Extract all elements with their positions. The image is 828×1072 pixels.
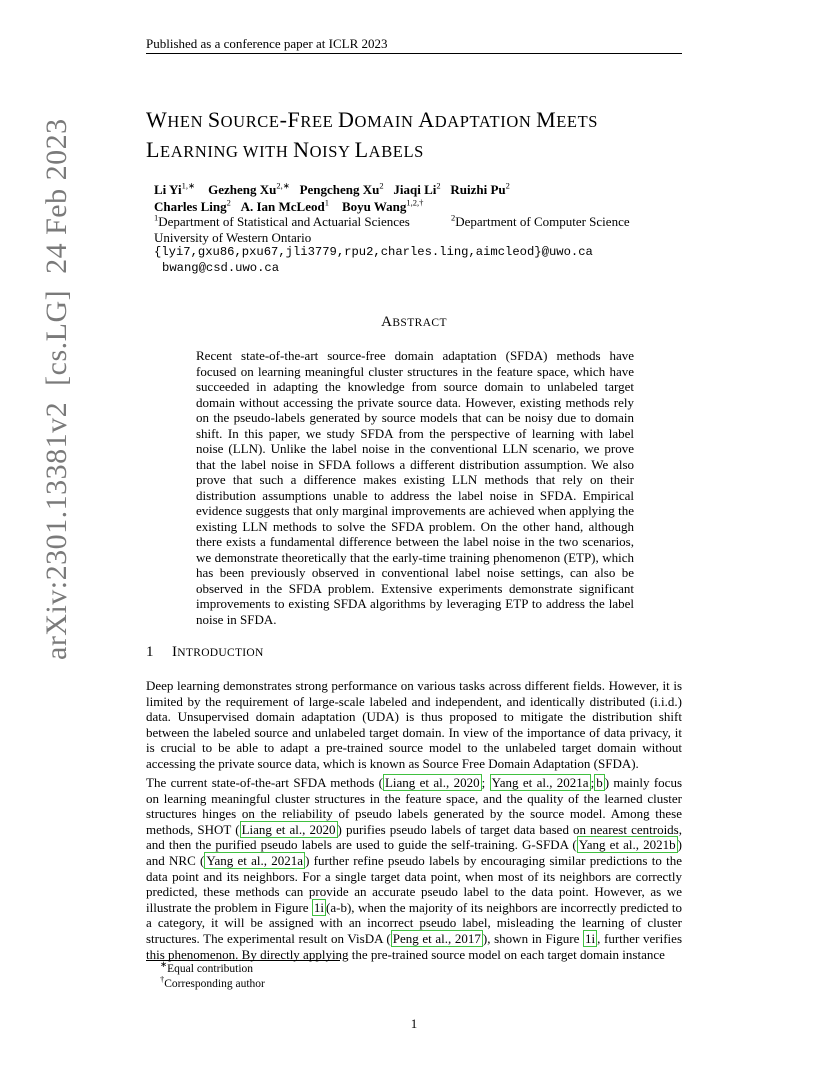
author-name: Pengcheng Xu [299,182,380,197]
citation-link[interactable]: b [596,775,603,790]
abstract-text: Recent state-of-the-art source-free domain adaptation (SFDA) methods have focused on learning meaningful cluster structures in the feature space, which have succeeded in adapting the knowledge from source domain to unlabeled target domain without accessing the private source data. However, existing methods rely on the pseudo-labels generated by source models that can be noisy due to domain shift. In this paper, we study SFDA from the perspective of learning with label noise (LLN). Unlike the label noise in the conventional LLN scenario, we prove that the label noise in SFDA follows a different distribution assumption. We also prove that such a difference makes existing LLN methods that rely on their distribution assumptions unable to address the label noise in SFDA. Empirical evidence suggests that only marginal improvements are achieved when applying the existing LLN methods to solve the SFDA problem. On the other hand, although there exists a fundamental difference between the label noise in the two scenarios, we demonstrate theoretically that the early-time training phenomenon (ETP), which has been previously observed in conventional label noise settings, can also be observed in the SFDA problem. Extensive experiments demonstrate significant improvements to existing SFDA algorithms by leveraging ETP to address the label noise in SFDA. [196,348,634,627]
citation-link[interactable]: Liang et al., 2020 [384,775,480,790]
author-name: Boyu Wang [341,199,407,214]
running-header: Published as a conference paper at ICLR 2023 [146,36,388,51]
author-name: Charles Ling [154,199,227,214]
title-word: MEETS [536,107,599,132]
footnote: ∗Equal contribution [160,959,254,975]
author-affiliation-mark: 2 [379,180,384,191]
arxiv-identifier: arXiv:2301.13381v2 [cs.LG] 24 Feb 2023 [40,118,73,660]
author-name: Ruizhi Pu [450,182,506,197]
abstract-heading: ABSTRACT [381,314,447,330]
author-emails [154,245,694,276]
citation-link[interactable]: Yang et al., 2021b [578,837,676,853]
title-line-2 [146,136,706,166]
email-line: {lyi7,gxu86,pxu67,jli3779,rpu2,charles.ling,aimcleod}@uwo.ca [154,245,593,259]
author-name: A. Ian McLeod [240,199,325,214]
section-number: 1 [146,644,154,660]
title-word: LABELS [354,137,424,162]
author-affiliation-mark: 2 [226,197,231,208]
author-name: Li Yi [154,182,182,197]
author-affiliation-mark: 2,∗ [276,180,290,191]
section-heading: 1 INTRODUCTION [146,644,264,660]
author-affiliation-mark: 1 [324,197,329,208]
figure-reference-link[interactable]: 1i [313,899,325,915]
affiliation-2: $^2$Department of Computer Science [451,212,630,229]
title-word: ADAPTATION [418,107,537,132]
author-affiliation-mark: 1,∗ [181,180,196,191]
author-affiliation-mark: 2 [436,180,441,191]
intro-paragraph-1: Deep learning demonstrates strong performance on various tasks across different fields. However, it is limited by the requirement of large-scale labeled and independent, and identically distributed (i.i.d.) data. Unsupervised domain adaptation (UDA) is thus proposed to mitigate the distribution shift between the labeled source and unlabeled target domain. In view of the importance of data privacy, it is crucial to be able to adapt a pre-trained source model to the unlabeled target domain without accessing the private source data, which is known as Source Free Domain Adaptation (SFDA). [146,678,682,771]
email-line: bwang@csd.uwo.ca [162,260,280,275]
author-line-2 [154,198,714,215]
citation-link[interactable]: Yang et al., 2021a [491,775,589,790]
author-name: Jiaqi Li [393,182,437,197]
title-word: DOMAIN [338,107,419,132]
author-name: Gezheng Xu [208,182,277,197]
title-word: -FREE [279,107,339,132]
title-word: WHEN [146,107,208,132]
citation-link[interactable]: Liang et al., 2020 [241,821,336,837]
footnote-rule [146,960,340,961]
author-line-1 [154,181,714,198]
intro-paragraph-2: The current state-of-the-art SFDA methods ( Liang et al., 2020 ; Yang et al., 2021a ; b ) mainly focus on learning meaningful cluster structures in the feature space, and the quality of the learned cluster structures hinges on the reliability of pseudo labels generated by the source model. Among these methods, SHOT ( Liang et al., 2020 ) purifies pseudo labels of target data based on nearest centroids, and then the purified pseudo labels are used to guide the self-training. G-SFDA ( Yang et al., 2021b ) and NRC ( Yang et al., 2021a ) further refine pseudo labels by encouraging similar predictions to the data point and its neighbors. For a single target data point, when most of its neighbors are correctly predicted, these methods can provide an accurate pseudo label to the data point. However, as we illustrate the problem in Figure 1i (a-b), when the majority of its neighbors are incorrectly predicted to a category, it will be assigned with an incorrect pseudo label, misleading the learning of cluster structures. The experimental result on VisDA ( Peng et al., 2017 ), shown in Figure 1i , further verifies this phenomenon. By directly applying the pre-trained source model on each target domain instance [146,775,683,962]
affiliations [154,214,694,246]
figure-reference-link[interactable]: 1i [585,930,596,946]
author-affiliation-mark: 2 [505,180,510,191]
page-number: 1 [410,1016,418,1031]
title-line-1 [146,106,706,136]
author-affiliation-mark: 1,2,† [406,197,424,208]
citation-link[interactable]: Yang et al., 2021a [206,852,304,868]
paper-title [146,106,706,166]
title-word: SOURCE [207,107,280,132]
citation-link[interactable]: Peng et al., 2017 [392,930,481,946]
author-list [154,181,714,215]
university: University of Western Ontario [154,230,312,245]
header-rule [146,53,682,54]
footnotes [160,959,560,991]
title-word: LEARNING WITH [146,137,294,162]
footnote: †Corresponding author [160,973,265,990]
affiliation-1: $^1$Department of Statistical and Actuarial Sciences [154,212,410,229]
title-word: NOISY [293,137,355,162]
